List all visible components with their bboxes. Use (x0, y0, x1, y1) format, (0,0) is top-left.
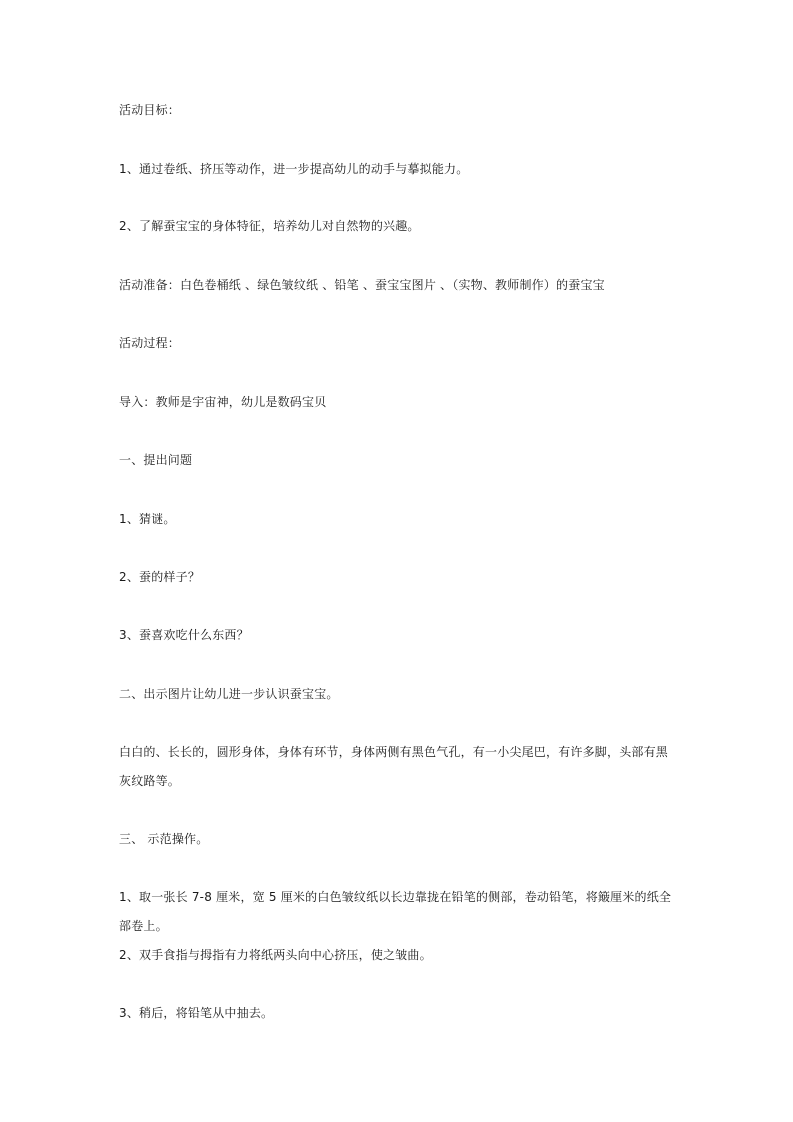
step-heading-2: 二、出示图片让幼儿进一步认识蚕宝宝。 (119, 687, 339, 701)
intro-line: 导入：教师是宇宙神，幼儿是数码宝贝 (119, 395, 327, 409)
question-item-2: 2、蚕的样子？ (119, 570, 201, 584)
question-item-3: 3、蚕喜欢吃什么东西？ (119, 628, 249, 642)
section-heading-process: 活动过程： (119, 336, 181, 350)
materials-line: 活动准备：白色卷桶纸 、绿色皱纹纸 、铅笔 、蚕宝宝图片 、（实物、教师制作）的蚕宝宝 (119, 278, 605, 292)
operation-item-1: 1、取一张长 7-8 厘米，宽 5 厘米的白色皱纹纸以长边靠拢在铅笔的侧部，卷动铅笔，将簸厘米的纸全部卷上。 (119, 890, 672, 933)
step-heading-1: 一、提出问题 (119, 453, 193, 467)
description-paragraph: 白白的、长长的，圆形身体，身体有环节，身体两侧有黑色气孔，有一小尖尾巴，有许多脚，头部有黑灰纹路等。 (119, 745, 669, 788)
goal-item-1: 1、通过卷纸、挤压等动作，进一步提高幼儿的动手与摹拟能力。 (119, 162, 469, 176)
operation-item-3: 3、稍后，将铅笔从中抽去。 (119, 1006, 274, 1020)
question-item-1: 1、猜谜。 (119, 512, 176, 526)
section-heading-goals: 活动目标： (119, 103, 181, 117)
goal-item-2: 2、了解蚕宝宝的身体特征，培养幼儿对自然物的兴趣。 (119, 219, 420, 233)
step-heading-3: 三、 示范操作。 (119, 832, 209, 846)
operation-item-2: 2、双手食指与拇指有力将纸两头向中心挤压，使之皱曲。 (119, 948, 432, 962)
